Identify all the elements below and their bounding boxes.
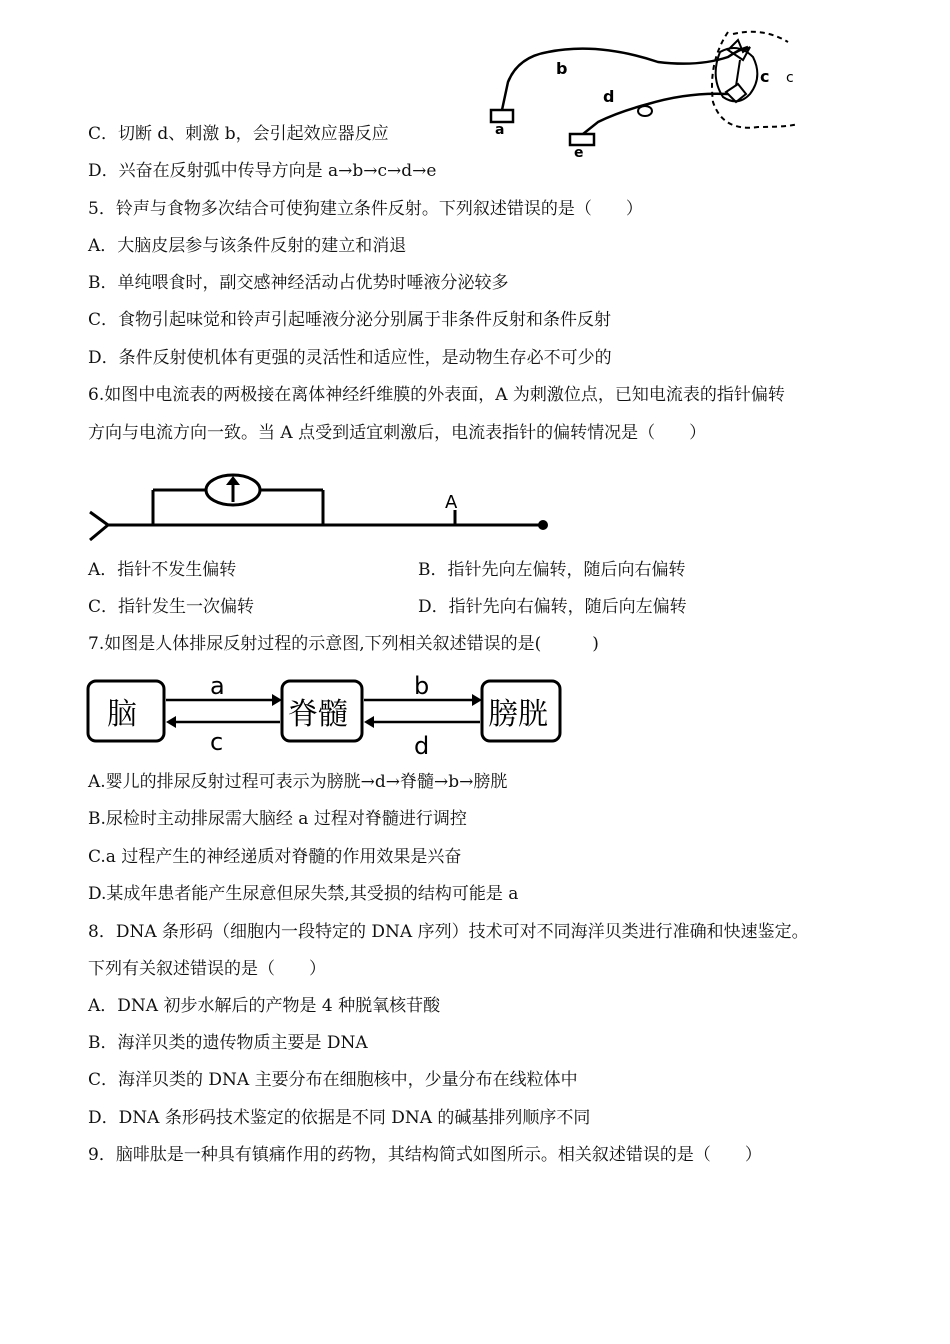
reflex-arc-figure — [488, 22, 808, 162]
q7-option-a: A.婴儿的排尿反射过程可表示为膀胱→d→脊髓→b→膀胱 — [88, 772, 508, 792]
stimulus-point-label: A — [445, 492, 458, 513]
q6-option-d: D．指针先向右偏转，随后向左偏转 — [418, 597, 687, 617]
q4-option-d: D．兴奋在反射弧中传导方向是 a→b→c→d→e — [88, 161, 437, 181]
micturition-diagram — [86, 672, 566, 764]
q7-option-d: D.某成年患者能产生尿意但尿失禁,其受损的结构可能是 a — [88, 884, 519, 904]
arrow-label-a: a — [210, 672, 225, 700]
q8-option-a: A．DNA 初步水解后的产物是 4 种脱氧核苷酸 — [88, 996, 441, 1016]
q4-option-c: C．切断 d、刺激 b，会引起效应器反应 — [88, 124, 389, 144]
q5-option-a: A．大脑皮层参与该条件反射的建立和消退 — [88, 236, 407, 256]
q6-stem-line1: 6.如图中电流表的两极接在离体神经纤维膜的外表面，A 为刺激位点，已知电流表的指针偏转 — [88, 385, 785, 405]
label-d: d — [603, 87, 615, 106]
label-c: c — [760, 67, 770, 86]
q5-option-d: D．条件反射使机体有更强的灵活性和适应性，是动物生存必不可少的 — [88, 348, 612, 368]
box-brain: 脑 — [107, 697, 137, 732]
box-bladder: 膀胱 — [488, 697, 548, 732]
q8-stem-line1: 8．DNA 条形码（细胞内一段特定的 DNA 序列）技术可对不同海洋贝类进行准确和快速鉴定。 — [88, 922, 809, 942]
q7-stem: 7.如图是人体排尿反射过程的示意图,下列相关叙述错误的是( ) — [88, 634, 599, 654]
arrow-label-b: b — [414, 672, 430, 700]
box-spinal-cord: 脊髓 — [288, 697, 348, 732]
q7-option-b: B.尿检时主动排尿需大脑经 a 过程对脊髓进行调控 — [88, 809, 467, 829]
q5-option-c: C．食物引起味觉和铃声引起唾液分泌分别属于非条件反射和条件反射 — [88, 310, 612, 330]
q6-stem-line2: 方向与电流方向一致。当 A 点受到适宜刺激后，电流表指针的偏转情况是（ ） — [88, 423, 707, 443]
q5-stem: 5．铃声与食物多次结合可使狗建立条件反射。下列叙述错误的是（ ） — [88, 199, 643, 219]
q8-option-b: B．海洋贝类的遗传物质主要是 DNA — [88, 1033, 368, 1053]
q7-option-c: C.a 过程产生的神经递质对脊髓的作用效果是兴奋 — [88, 847, 462, 867]
dashed-edge-mark: c — [786, 70, 794, 86]
arrow-label-c: c — [210, 728, 224, 756]
label-b: b — [556, 59, 568, 78]
q9-stem: 9．脑啡肽是一种具有镇痛作用的药物，其结构简式如图所示。相关叙述错误的是（ ） — [88, 1145, 762, 1165]
q6-option-c: C．指针发生一次偏转 — [88, 597, 255, 617]
galvanometer-figure — [88, 470, 558, 550]
q6-option-a: A．指针不发生偏转 — [88, 560, 237, 580]
label-e: e — [574, 145, 584, 161]
q8-option-c: C．海洋贝类的 DNA 主要分布在细胞核中，少量分布在线粒体中 — [88, 1070, 578, 1090]
q8-stem-line2: 下列有关叙述错误的是（ ） — [88, 959, 326, 979]
label-a: a — [495, 122, 505, 138]
q5-option-b: B．单纯喂食时，副交感神经活动占优势时唾液分泌较多 — [88, 273, 509, 293]
arrow-label-d: d — [414, 732, 430, 760]
q6-option-b: B．指针先向左偏转，随后向右偏转 — [418, 560, 686, 580]
q8-option-d: D．DNA 条形码技术鉴定的依据是不同 DNA 的碱基排列顺序不同 — [88, 1108, 591, 1128]
